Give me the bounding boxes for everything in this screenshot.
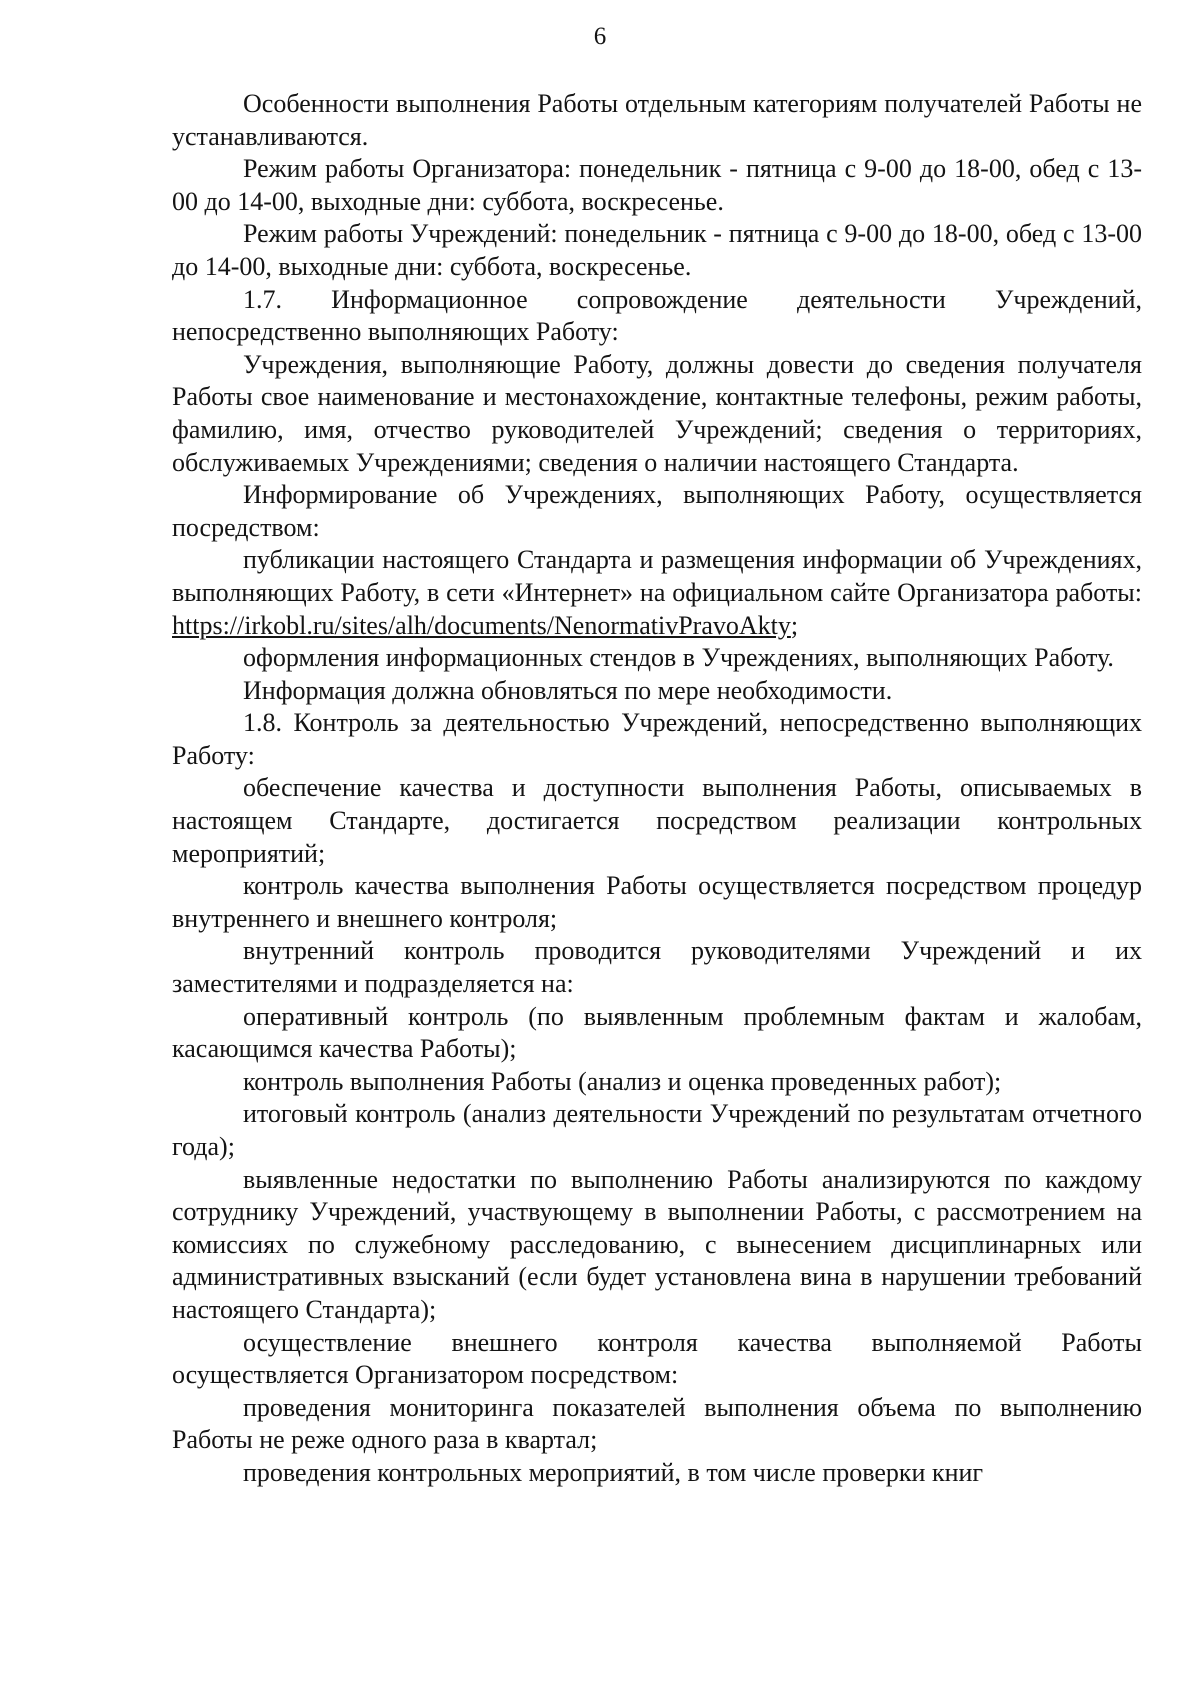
document-body — [172, 88, 1142, 1490]
paragraph-informing: Информирование об Учреждениях, выполняющих Работу, осуществляется посредством: — [172, 480, 1142, 542]
paragraph-organizer-hours: Режим работы Организатора: понедельник - пятница с 9-00 до 18-00, обед с 13-00 до 14-00, выходные дни: суббота, воскресенье. — [172, 154, 1142, 216]
paragraph-deficiencies: выявленные недостатки по выполнению Работы анализируются по каждому сотруднику Учреждений, участвующему в выполнении Работы, с рассмотрением на комиссиях по служебному расследованию, с вынесением дисциплинарных или административных взысканий (если будет установлена вина в нарушении требований настоящего Стандарта); — [172, 1164, 1142, 1324]
page-number: 6 — [593, 23, 607, 50]
paragraph-categories: Особенности выполнения Работы отдельным категориям получателей Работы не устанавливаются. — [172, 89, 1142, 151]
paragraph-internal-control: внутренний контроль проводится руководителями Учреждений и их заместителями и подразделяется на: — [172, 936, 1142, 999]
paragraph-execution-control: контроль выполнения Работы (анализ и оценка проведенных работ); — [243, 1066, 1002, 1096]
paragraph-stands: оформления информационных стендов в Учреждениях, выполняющих Работу. — [243, 643, 1114, 673]
paragraph-control-measures: проведения контрольных мероприятий, в том числе проверки книг — [243, 1457, 984, 1487]
section-1-7-heading: 1.7. Информационное сопровождение деятельности Учреждений, непосредственно выполняющих Работу: — [172, 284, 1142, 347]
publication-text: публикации настоящего Стандарта и размещения информации об Учреждениях, выполняющих Работу, в сети «Интернет» на официальном сайте Организатора работы: — [172, 545, 1142, 607]
official-site-link[interactable]: https://irkobl.ru/sites/alh/documents/NenormativPravoAkty — [172, 610, 791, 640]
paragraph-updates: Информация должна обновляться по мере необходимости. — [243, 675, 893, 705]
paragraph-institution-info: Учреждения, выполняющие Работу, должны довести до сведения получателя Работы свое наименование и местонахождение, контактные телефоны, режим работы, фамилию, имя, отчество руководителей Учреждений; сведения о территориях, обслуживаемых Учреждениями; сведения о наличии настоящего Стандарта. — [172, 349, 1142, 477]
paragraph-institution-hours: Режим работы Учреждений: понедельник - пятница с 9-00 до 18-00, обед с 13-00 до 14-00, выходные дни: суббота, воскресенье. — [172, 219, 1142, 281]
publication-suffix: ; — [790, 610, 799, 640]
paragraph-external-control: осуществление внешнего контроля качества выполняемой Работы осуществляется Организатором посредством: — [172, 1327, 1142, 1390]
paragraph-quality-control: контроль качества выполнения Работы осуществляется посредством процедур внутреннего и внешнего контроля; — [172, 871, 1142, 933]
paragraph-publication — [172, 544, 1142, 642]
paragraph-final-control: итоговый контроль (анализ деятельности Учреждений по результатам отчетного года); — [172, 1099, 1142, 1161]
section-1-8-heading: 1.8. Контроль за деятельностью Учреждений, непосредственно выполняющих Работу: — [172, 708, 1142, 770]
paragraph-quality-assurance: обеспечение качества и доступности выполнения Работы, описываемых в настоящем Стандарте, достигается посредством реализации контрольных мероприятий; — [172, 773, 1142, 868]
paragraph-monitoring: проведения мониторинга показателей выполнения объема по выполнению Работы не реже одного раза в квартал; — [172, 1392, 1142, 1455]
paragraph-operational-control: оперативный контроль (по выявленным проблемным фактам и жалобам, касающимся качества Работы); — [172, 1001, 1142, 1064]
